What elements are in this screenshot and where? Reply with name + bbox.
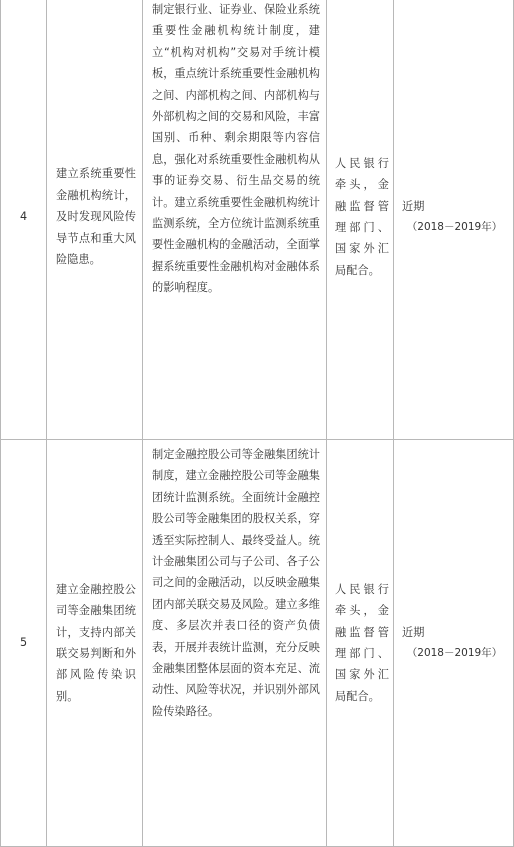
detail-cell: 制定金融控股公司等金融集团统计制度，建立金融控股公司等金融集团统计监测系统。全面统计金融控股公司等金融集团的股权关系，穿透至实际控制人、最终受益人。统计金融集团公司与子公司、各子公司之间的金融活动，以反映金融集团内部关联交易及风险。建立多维度、多层次并表口径的资产负债表，开展并表统计监测，充分反映金融集团整体层面的资本充足、流动性、风险等状况，并识别外部风险传染路径。	[143, 440, 327, 847]
table-row	[1, 440, 514, 847]
detail-cell: 制定银行业、证券业、保险业系统重要性金融机构统计制度，建立“机构对机构”交易对手统计模板，重点统计系统重要性金融机构之间、内部机构之间、内部机构与外部机构之间的交易和风险，丰富国别、币种、剩余期限等内容信息，强化对系统重要性金融机构从事的证券交易、衍生品交易的统计。建立系统重要性金融机构统计监测系统，全方位统计监测系统重要性金融机构的金融活动，全面掌握系统重要性金融机构对金融体系的影响程度。	[143, 0, 327, 440]
period-label: 近期	[402, 199, 425, 213]
timeline-cell	[394, 0, 514, 440]
department-cell: 人民银行牵头，金融监督管理部门、国家外汇局配合。	[327, 0, 394, 440]
years-label: （2018－2019年）	[406, 221, 503, 233]
row-number: 4	[1, 0, 47, 440]
timeline-cell	[394, 440, 514, 847]
table-row	[1, 0, 514, 440]
years-label: （2018－2019年）	[406, 647, 503, 659]
task-cell: 建立系统重要性金融机构统计，及时发现风险传导节点和重大风险隐患。	[47, 0, 143, 440]
row-number: 5	[1, 440, 47, 847]
period-label: 近期	[402, 625, 425, 639]
task-cell: 建立金融控股公司等金融集团统计，支持内部关联交易判断和外部风险传染识别。	[47, 440, 143, 847]
department-cell: 人民银行牵头，金融监督管理部门、国家外汇局配合。	[327, 440, 394, 847]
